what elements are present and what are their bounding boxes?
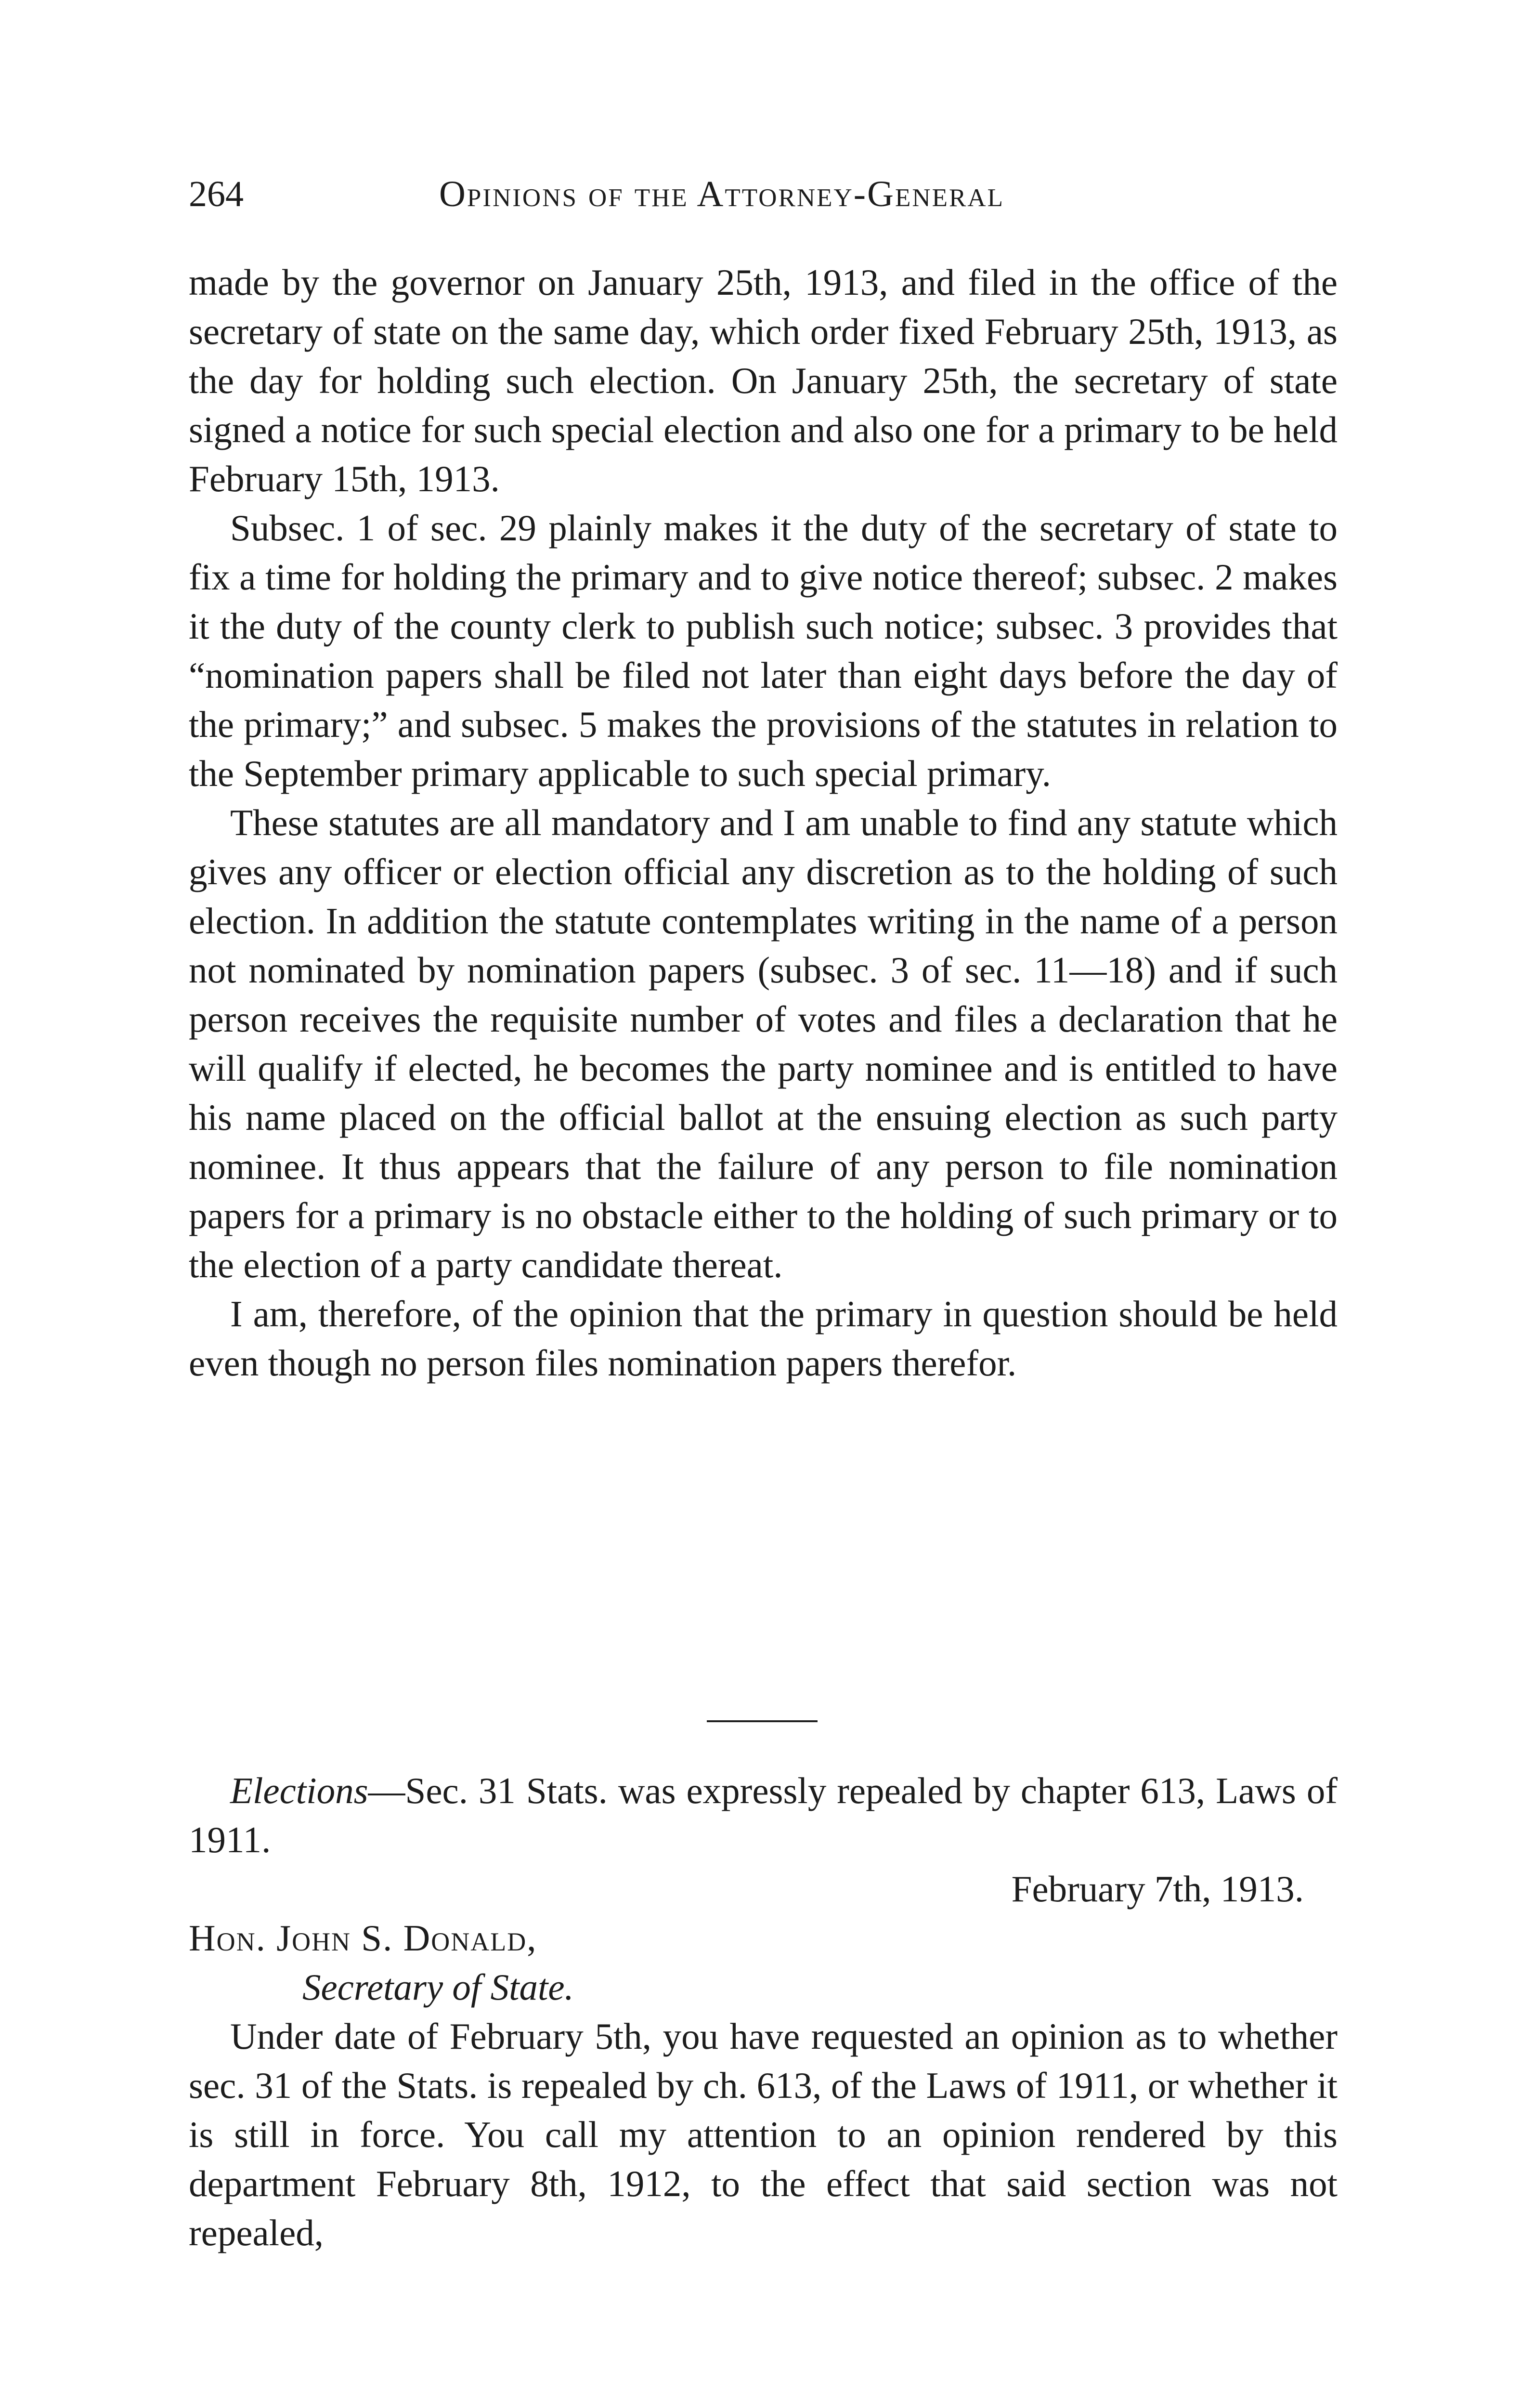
opinion-continued: [189, 258, 1338, 1387]
addressee-title: Secretary of State.: [302, 1966, 574, 2008]
headnote-text: —Sec. 31 Stats. was expressly repealed by chapter 613, Laws of 1911.: [189, 1770, 1338, 1860]
page-header: [189, 172, 1291, 216]
addressee: Hon. John S. Donald,: [189, 1917, 537, 1959]
running-head: Opinions of the Attorney-General: [439, 174, 1004, 214]
opinion-date: February 7th, 1913.: [1011, 1868, 1304, 1910]
paragraph: These statutes are all mandatory and I am unable to find any statute which gives any officer or election official any discretion as to the holding of such election. In addition the statute contemplates writing in the name of a person not nominated by nomination papers (subsec. 3 of sec. 11—18) and if such person receives the requisite number of votes and files a declaration that he will qualify if elected, he becomes the party nominee and is entitled to have his name placed on the official ballot at the ensuing election as such party nominee. It thus appears that the failure of any person to file nomination papers for a primary is no obstacle either to the holding of such primary or to the election of a party candidate thereat.: [189, 802, 1338, 1285]
headnote-topic: Elections: [230, 1770, 368, 1811]
section-divider: [707, 1720, 818, 1722]
paragraph-continued: made by the governor on January 25th, 1913, and filed in the office of the secretary of state on the same day, which order fixed February 25th, 1913, as the day for holding such election. On January 25th, the secretary of state signed a notice for such special election and also one for a primary to be held February 15th, 1913.: [189, 262, 1338, 499]
paragraph: Subsec. 1 of sec. 29 plainly makes it the duty of the secretary of state to fix a time for holding the primary and to give notice thereof; subsec. 2 makes it the duty of the county clerk to publish such notice; subsec. 3 provides that “nomination papers shall be filed not later than eight days before the day of the primary;” and subsec. 5 makes the provisions of the statutes in relation to the September primary applicable to such special primary.: [189, 507, 1338, 794]
next-opinion: [189, 1766, 1338, 2257]
page-number: 264: [189, 174, 244, 214]
paragraph: I am, therefore, of the opinion that the primary in question should be held even though no person files nomination papers therefor.: [189, 1293, 1338, 1384]
headnote: [189, 1766, 1338, 1864]
opinion-body: Under date of February 5th, you have requested an opinion as to whether sec. 31 of the Stats. is repealed by ch. 613, of the Laws of 1911, or whether it is still in force. You call my attention to an opinion rendered by this department February 8th, 1912, to the effect that said section was not repealed,: [189, 2015, 1338, 2253]
